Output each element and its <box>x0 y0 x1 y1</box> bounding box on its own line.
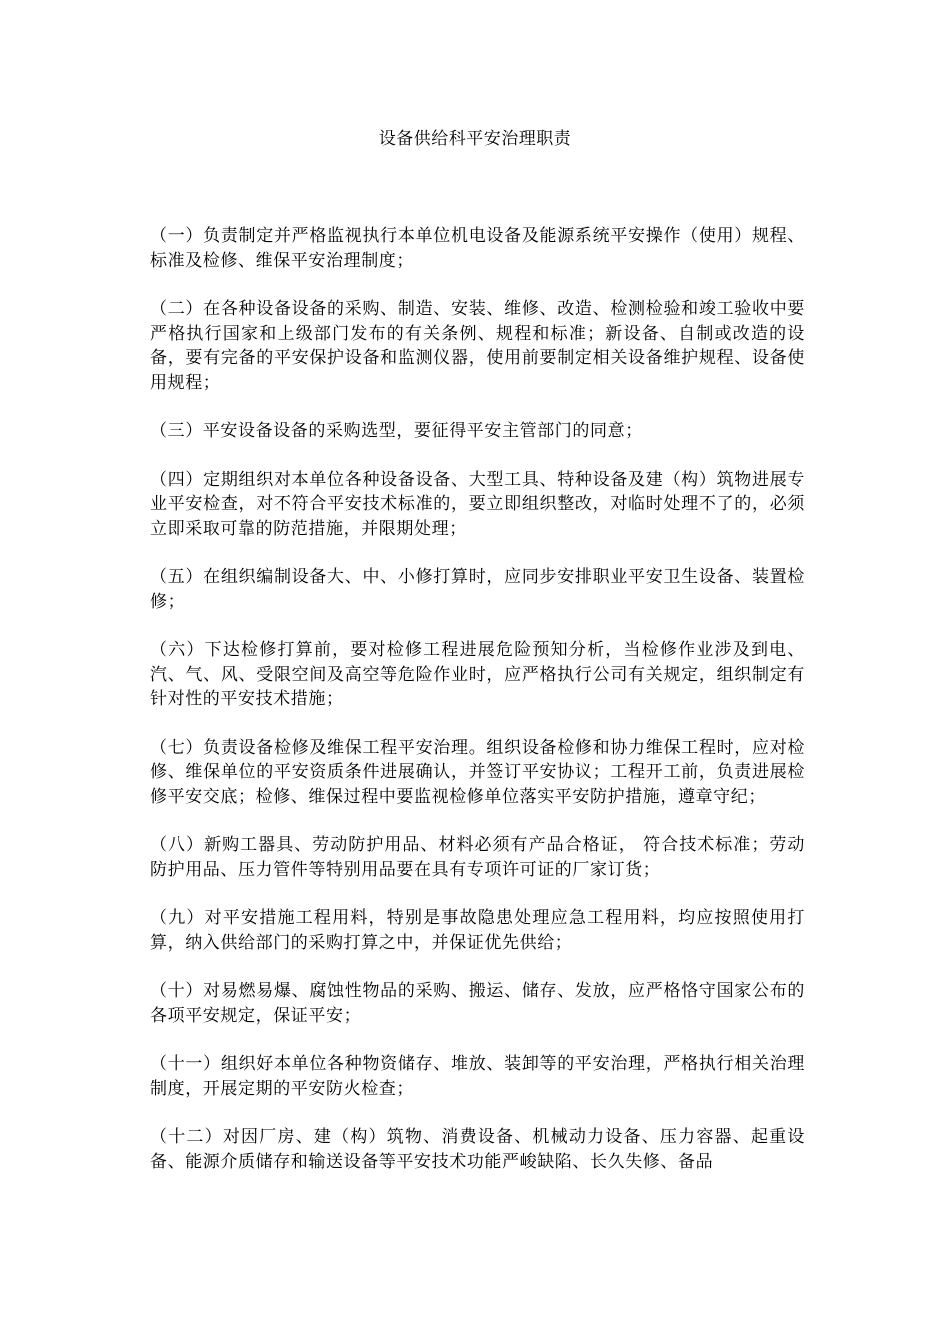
paragraph: （七）负责设备检修及维保工程平安治理。组织设备检修和协力维保工程时，应对检修、维保单位的平安资质条件进展确认，并签订平安协议；工程开工前，负责进展检修平安交底；检修、维保过程中要监视检修单位落实平安防护措施，遵章守纪； <box>150 737 805 807</box>
paragraph: （四）定期组织对本单位各种设备设备、大型工具、特种设备及建（构）筑物进展专业平安检查，对不符合平安技术标准的，要立即组织整改，对临时处理不了的，必须立即采取可靠的防范措施，并限期处理； <box>150 469 805 539</box>
paragraph: （十二）对因厂房、建（构）筑物、消费设备、机械动力设备、压力容器、起重设备、能源介质储存和输送设备等平安技术功能严峻缺陷、长久失修、备品 <box>150 1127 805 1172</box>
paragraph: （八）新购工器具、劳动防护用品、材料必须有产品合格证， 符合技术标准；劳动防护用品、压力管件等特别用品要在具有专项许可证的厂家订货； <box>150 835 805 880</box>
paragraph: （九）对平安措施工程用料，特别是事故隐患处理应急工程用料，均应按照使用打算，纳入供给部门的采购打算之中，并保证优先供给； <box>150 908 805 953</box>
paragraph: （十一）组织好本单位各种物资储存、堆放、装卸等的平安治理，严格执行相关治理制度，开展定期的平安防火检查； <box>150 1054 805 1099</box>
paragraph: （五）在组织编制设备大、中、小修打算时，应同步安排职业平安卫生设备、装置检修； <box>150 567 805 612</box>
document-title: 设备供给科平安治理职责 <box>378 129 572 149</box>
paragraph: （十）对易燃易爆、腐蚀性物品的采购、搬运、储存、发放，应严格恪守国家公布的各项平安规定，保证平安； <box>150 981 805 1026</box>
document-body <box>150 224 805 1198</box>
paragraph: （二）在各种设备设备的采购、制造、安装、维修、改造、检测检验和竣工验收中要严格执行国家和上级部门发布的有关条例、规程和标准；新设备、自制或改造的设备，要有完备的平安保护设备和监测仪器，使用前要制定相关设备维护规程、设备使用规程； <box>150 299 805 393</box>
paragraph: （六）下达检修打算前，要对检修工程进展危险预知分析，当检修作业涉及到电、汽、气、风、受限空间及高空等危险作业时，应严格执行公司有关规定，组织制定有针对性的平安技术措施； <box>150 640 805 709</box>
paragraph: （三）平安设备设备的采购选型，要征得平安主管部门的同意； <box>150 421 643 441</box>
paragraph: （一）负责制定并严格监视执行本单位机电设备及能源系统平安操作（使用）规程、标准及检修、维保平安治理制度； <box>150 226 805 271</box>
